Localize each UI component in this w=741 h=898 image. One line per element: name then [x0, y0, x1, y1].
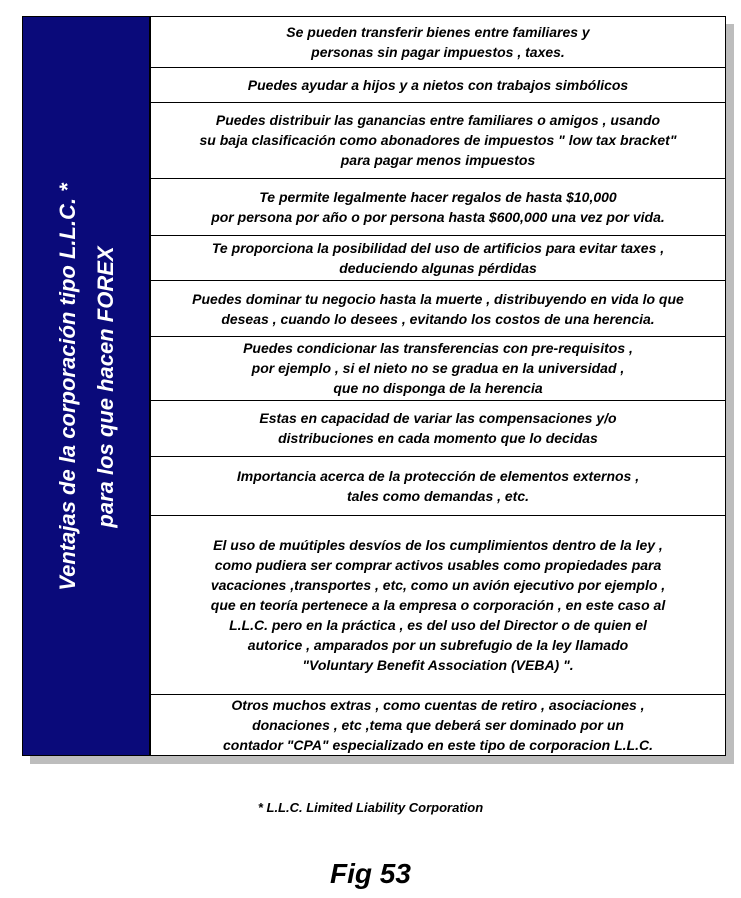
sidebar-title: [49, 37, 125, 737]
advantage-text: Se pueden transferir bienes entre familiares y personas sin pagar impuestos , taxes.: [286, 23, 590, 60]
figure-label: Fig 53: [330, 858, 411, 889]
sidebar-title-panel: [22, 16, 150, 756]
advantages-list: [150, 16, 726, 756]
advantage-row: [151, 401, 725, 457]
advantage-row: [151, 68, 725, 103]
advantage-text: Puedes dominar tu negocio hasta la muerte , distribuyendo en vida lo que deseas , cuando lo desees , evitando los costos de una herencia.: [192, 290, 684, 327]
advantage-text: Otros muchos extras , como cuentas de retiro , asociaciones , donaciones , etc ,tema que deberá ser dominado por un contador "CPA" especializado en este tipo de corporacion L.L.C.: [223, 697, 653, 753]
llc-advantages-table-frame: [22, 16, 726, 756]
advantage-row: [151, 281, 725, 337]
advantage-row: [151, 457, 725, 516]
advantage-text: Puedes ayudar a hijos y a nietos con trabajos simbólicos: [247, 76, 629, 93]
advantage-row: [151, 516, 725, 695]
advantage-text: Te permite legalmente hacer regalos de hasta $10,000 por persona por año o por persona hasta $600,000 una vez por vida.: [211, 188, 665, 225]
advantage-row: [151, 337, 725, 401]
sidebar-title-line-1: Ventajas de la corporación tipo L.L.C. *: [55, 183, 80, 591]
advantage-row: [151, 179, 725, 237]
advantage-row: [151, 236, 725, 281]
advantage-row: [151, 695, 725, 755]
advantage-text: Puedes distribuir las ganancias entre familiares o amigos , usando su baja clasificación como abonadores de impuestos " low tax bracket" para pagar menos impuestos: [199, 112, 677, 169]
footnote: * L.L.C. Limited Liability Corporation: [257, 800, 484, 815]
advantage-text: Importancia acerca de la protección de elementos externos , tales como demandas , etc.: [236, 467, 640, 504]
advantage-text: Puedes condicionar las transferencias con pre-requisitos , por ejemplo , si el nieto no se gradua en la universidad , que no disponga de la herencia: [243, 340, 633, 397]
advantage-row: [151, 103, 725, 179]
advantage-text: Estas en capacidad de variar las compensaciones y/o distribuciones en cada momento que lo decidas: [259, 410, 617, 447]
sidebar-title-line-2: para los que hacen FOREX: [93, 246, 118, 528]
advantage-row: [151, 17, 725, 68]
advantage-text: Te proporciona la posibilidad del uso de artificios para evitar taxes , deduciendo algunas pérdidas: [211, 240, 665, 277]
advantage-text: El uso de muútiples desvíos de los cumplimientos dentro de la ley , como pudiera ser comprar activos usables como propiedades para vacaciones ,transportes , etc, como un avión ejecutivo por ejemplo , que en teoría pertenece a la empresa o corporación , en este caso al L.L.C. pero en la práctica , es del uso del Director o de quien el autorice , amparados por un subrefugio de la ley llamado "Voluntary Benefit Association (VEBA) ".: [210, 536, 666, 673]
